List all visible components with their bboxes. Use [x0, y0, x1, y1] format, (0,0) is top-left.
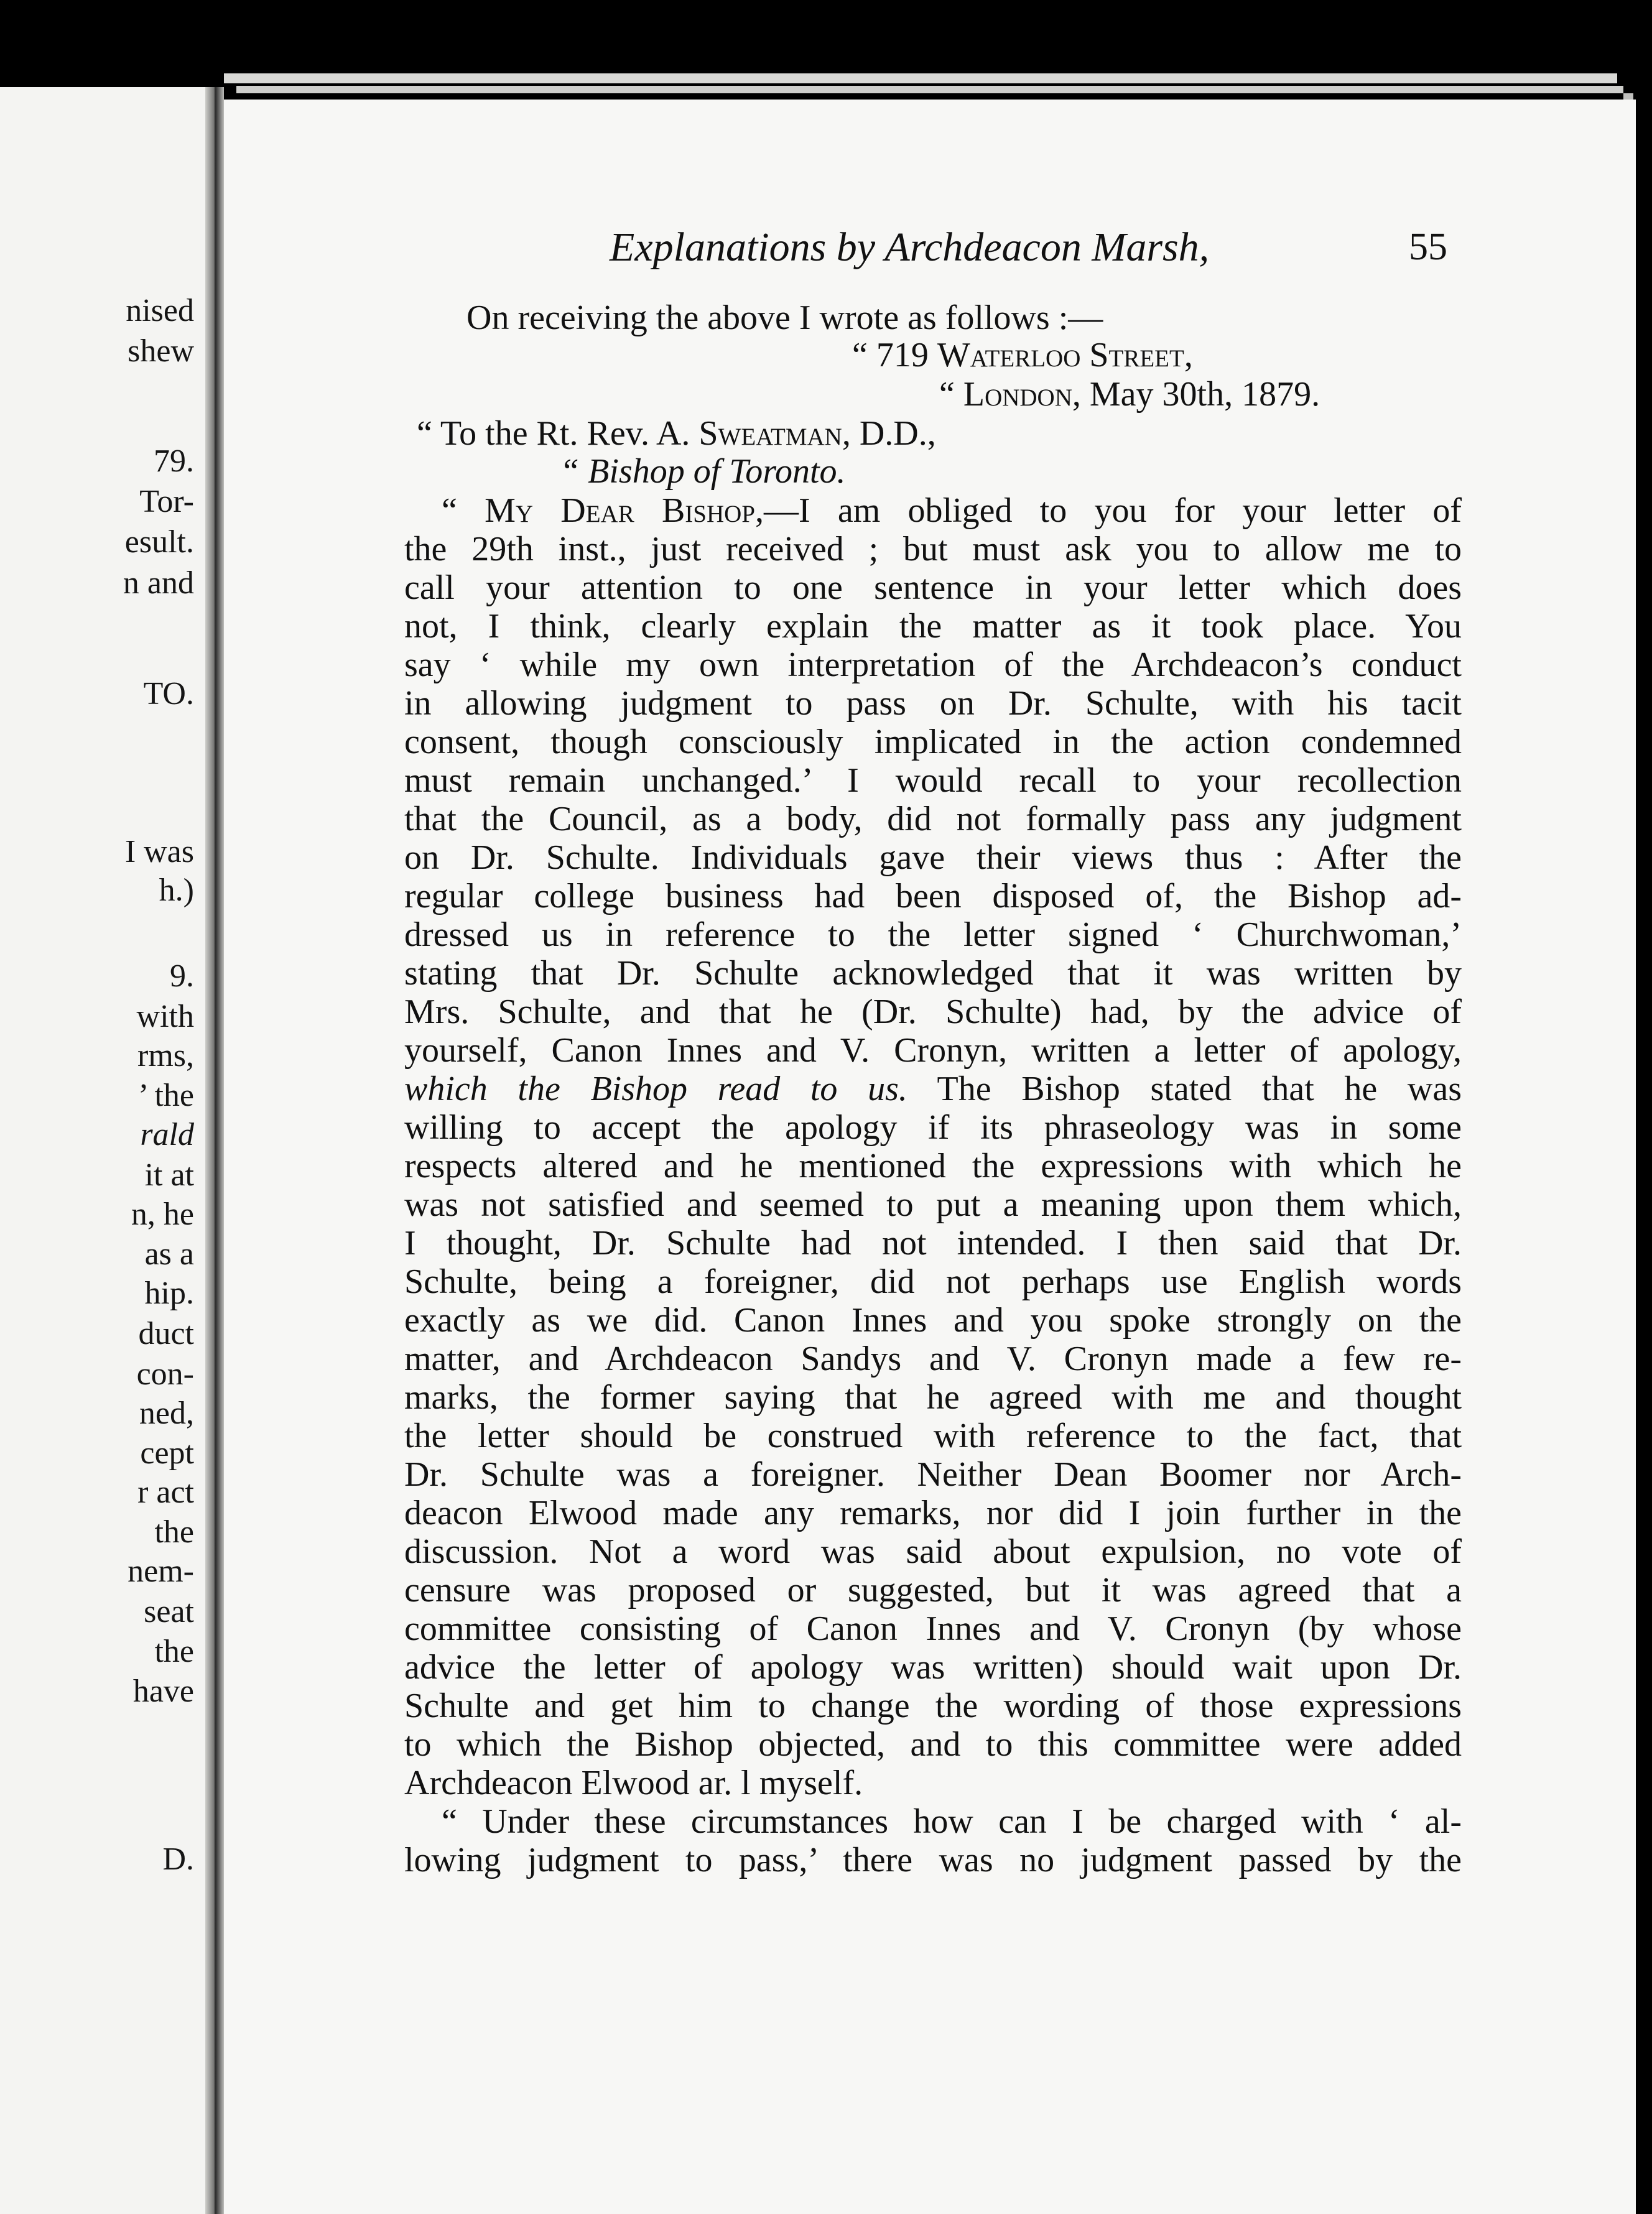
- left-fragment: rald: [140, 1117, 194, 1152]
- body-line: advice the letter of apology was written) should wait upon Dr.: [404, 1648, 1462, 1687]
- body-line: in allowing judgment to pass on Dr. Schulte, with his tacit: [404, 684, 1462, 723]
- body-line: matter, and Archdeacon Sandys and V. Cronyn made a few re-: [404, 1340, 1462, 1378]
- body-line: call your attention to one sentence in your letter which does: [404, 568, 1462, 607]
- left-fragment: hip.: [144, 1276, 194, 1311]
- body-line: Schulte and get him to change the wording of those expressions: [404, 1687, 1462, 1725]
- left-fragment: as a: [144, 1236, 194, 1272]
- body-line-italic: [404, 1070, 1462, 1108]
- left-fragment: D.: [162, 1841, 194, 1877]
- italic-phrase: which the Bishop read to us.: [404, 1070, 907, 1108]
- body-line: consent, though consciously implicated in the action condemned: [404, 723, 1462, 761]
- left-fragment: the: [154, 1634, 194, 1669]
- body-line: to which the Bishop objected, and to this committee were added: [404, 1725, 1462, 1764]
- address-street: [852, 336, 1193, 374]
- left-fragment: 9.: [170, 958, 194, 994]
- address-city: London,: [963, 375, 1081, 414]
- left-fragment: with: [136, 999, 194, 1034]
- body-line: yourself, Canon Innes and V. Cronyn, written a letter of apology,: [404, 1031, 1462, 1070]
- recipient-name: Sweatman,: [698, 414, 851, 453]
- left-fragment: have: [132, 1674, 194, 1709]
- body-line: not, I think, clearly explain the matter as it took place. You: [404, 607, 1462, 646]
- body-line: censure was proposed or suggested, but it was agreed that a: [404, 1571, 1462, 1610]
- left-page-fragment: [0, 87, 205, 2214]
- left-fragment: duct: [138, 1316, 194, 1351]
- next-paragraph-line: lowing judgment to pass,’ there was no judgment passed by the: [404, 1841, 1462, 1879]
- body-line: exactly as we did. Canon Innes and you spoke strongly on the: [404, 1301, 1462, 1340]
- left-fragment: n and: [123, 565, 194, 601]
- body-line: the 29th inst., just received ; but must ask you to allow me to: [404, 530, 1462, 568]
- left-fragment: I was: [124, 834, 194, 869]
- body-line: marks, the former saying that he agreed with me and thought: [404, 1378, 1462, 1417]
- body-line: committee consisting of Canon Innes and V. Cronyn (by whose: [404, 1610, 1462, 1648]
- body-line: willing to accept the apology if its phraseology was in some: [404, 1108, 1462, 1147]
- body-line: on Dr. Schulte. Individuals gave their views thus : After the: [404, 838, 1462, 877]
- body-line: respects altered and he mentioned the expressions with which he: [404, 1147, 1462, 1185]
- paragraph-end-line: Archdeacon Elwood ar. l myself.: [404, 1764, 863, 1802]
- salutation-line: [442, 491, 1462, 530]
- left-fragment: ’ the: [138, 1078, 194, 1113]
- left-fragment: 79.: [154, 443, 194, 479]
- body-line: deacon Elwood made any remarks, nor did I join further in the: [404, 1494, 1462, 1532]
- address-street-number: “ 719: [852, 336, 937, 374]
- left-fragment: cept: [140, 1435, 194, 1471]
- left-fragment: it at: [144, 1157, 194, 1193]
- recipient-title: “ Bishop of Toronto.: [560, 452, 846, 491]
- left-fragment: h.): [159, 873, 194, 908]
- body-line: regular college business had been disposed of, the Bishop ad-: [404, 877, 1462, 915]
- left-fragment: nised: [126, 293, 194, 328]
- left-fragment: seat: [144, 1594, 194, 1629]
- address-street-name: Waterloo Street,: [937, 336, 1193, 374]
- page-edge-top-2: [236, 86, 1623, 93]
- body-line: discussion. Not a word was said about expulsion, no vote of: [404, 1532, 1462, 1571]
- body-line: Dr. Schulte was a foreigner. Neither Dean Boomer nor Arch-: [404, 1455, 1462, 1494]
- body-line: was not satisfied and seemed to put a meaning upon them which,: [404, 1185, 1462, 1224]
- body-line: must remain unchanged.’ I would recall to your recollection: [404, 761, 1462, 800]
- body-line: that the Council, as a body, did not formally pass any judgment: [404, 800, 1462, 838]
- left-fragment: TO.: [143, 676, 194, 711]
- left-fragment: nem-: [128, 1554, 194, 1589]
- next-paragraph-line: “ Under these circumstances how can I be charged with ‘ al-: [442, 1802, 1462, 1841]
- salutation-quote: “: [442, 491, 485, 530]
- body-line: say ‘ while my own interpretation of the Archdeacon’s conduct: [404, 646, 1462, 684]
- address-city-quote: “: [939, 375, 963, 414]
- intro-line: On receiving the above I wrote as follows :—: [466, 299, 1103, 337]
- left-fragment: rms,: [137, 1038, 194, 1073]
- recipient-line: [417, 414, 936, 453]
- left-fragment: esult.: [124, 524, 194, 560]
- left-fragment: n, he: [131, 1197, 194, 1232]
- salutation-rest: —I am obliged to you for your letter of: [764, 491, 1462, 530]
- book-gutter: [205, 87, 224, 2214]
- salutation: My Dear Bishop,: [485, 491, 764, 530]
- left-fragment: r act: [137, 1475, 194, 1510]
- address-city-date: [939, 375, 1320, 414]
- left-fragment: Tor-: [139, 484, 194, 519]
- main-page: [224, 100, 1636, 2214]
- body-line: the letter should be construed with reference to the fact, that: [404, 1417, 1462, 1455]
- body-line: Schulte, being a foreigner, did not perhaps use English words: [404, 1262, 1462, 1301]
- address-date: May 30th, 1879.: [1080, 375, 1320, 414]
- recipient-prefix: “ To the Rt. Rev. A.: [417, 414, 699, 453]
- page-edge-top: [224, 73, 1617, 83]
- left-fragment: ned,: [139, 1396, 194, 1431]
- body-line: Mrs. Schulte, and that he (Dr. Schulte) had, by the advice of: [404, 993, 1462, 1031]
- left-fragment: shew: [128, 333, 194, 369]
- body-line: I thought, Dr. Schulte had not intended. I then said that Dr.: [404, 1224, 1462, 1262]
- recipient-degree: D.D.,: [850, 414, 936, 453]
- left-fragment: con-: [136, 1356, 194, 1392]
- body-line: stating that Dr. Schulte acknowledged that it was written by: [404, 954, 1462, 993]
- page-number: 55: [1409, 226, 1447, 268]
- body-line: dressed us in reference to the letter signed ‘ Churchwoman,’: [404, 915, 1462, 954]
- italic-line-rest: The Bishop stated that he was: [907, 1070, 1462, 1108]
- running-head: Explanations by Archdeacon Marsh,: [610, 225, 1210, 270]
- left-fragment: the: [154, 1514, 194, 1550]
